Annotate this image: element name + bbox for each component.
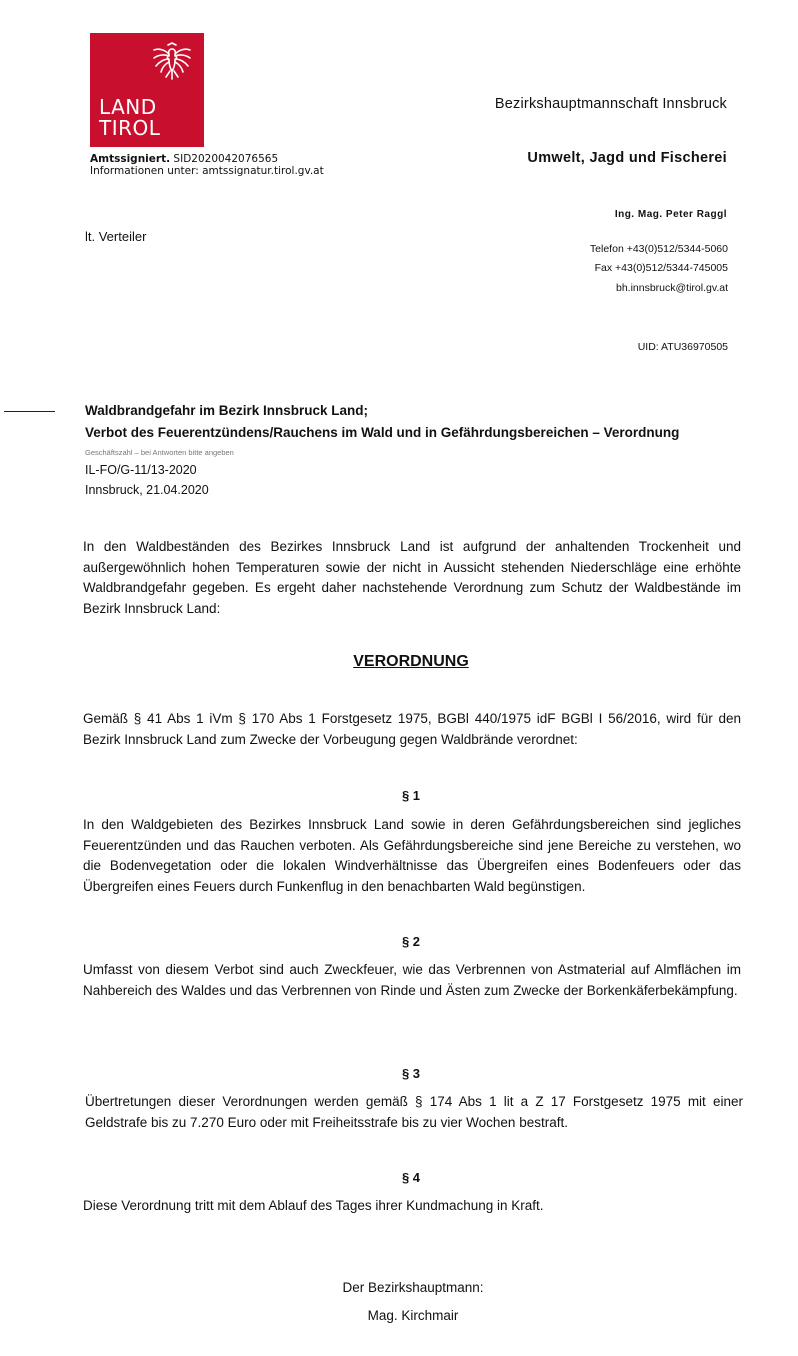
subject-line-2: Verbot des Feuerentzündens/Rauchens im Wald und in Gefährdungsbereichen – Verordnung (85, 425, 680, 440)
section-text: In den Waldgebieten des Bezirkes Innsbruck Land sowie in deren Gefährdungsbereichen sind jegliches Feuerentzünden und das Rauchen verboten. Als Gefährdungsbereiche sind jene Bereiche zu verstehen, wo die Bodenvegetation oder die lokalen Windverhältnisse das Übergreifen eines Bodenfeuers oder das Übergreifen eines Feuers durch Funkenflug in den benachbarten Wald begünstigen. (83, 817, 741, 894)
signature-label: Amtssigniert. (90, 153, 171, 165)
signature-line (90, 153, 278, 165)
section-text: Diese Verordnung tritt mit dem Ablauf des Tages ihrer Kundmachung in Kraft. (83, 1198, 544, 1213)
subject-line-1: Waldbrandgefahr im Bezirk Innsbruck Land; (85, 403, 369, 418)
email-address[interactable]: bh.innsbruck@tirol.gv.at (615, 282, 728, 294)
signatory-title: Der Bezirkshauptmann: (342, 1280, 484, 1295)
section-title: § 3 (401, 1066, 421, 1081)
recipient: lt. Verteiler (85, 229, 147, 244)
section-title: § 1 (401, 788, 421, 803)
phone-number: Telefon +43(0)512/5344-5060 (589, 243, 728, 255)
contact-person: Ing. Mag. Peter Raggl (614, 209, 727, 220)
signatory-name: Mag. Kirchmair (367, 1308, 459, 1323)
section-text: Umfasst von diesem Verbot sind auch Zweckfeuer, wie das Verbrennen von Astmaterial auf Almflächen im Nahbereich des Waldes und das Verbrennen von Rinde und Ästen zum Zwecke der Borkenkäferbekämpfung. (83, 962, 741, 998)
land-tirol-logo (90, 33, 204, 147)
fax-number: Fax +43(0)512/5344-745005 (594, 262, 728, 274)
section-text: Übertretungen dieser Verordnungen werden gemäß § 174 Abs 1 lit a Z 17 Forstgesetz 1975 mit einer Geldstrafe bis zu 7.270 Euro oder mit Freiheitsstrafe bis zu vier Wochen bestraft. (85, 1094, 743, 1130)
logo-text-land: LAND (99, 95, 157, 119)
reference-number: IL-FO/G-11/13-2020 (85, 463, 197, 477)
tirol-eagle-icon (148, 41, 196, 89)
reference-note: Geschäftszahl – bei Antworten bitte angeben (85, 448, 234, 457)
signature-info: Informationen unter: amtssignatur.tirol.gv.at (90, 165, 324, 177)
place-date: Innsbruck, 21.04.2020 (85, 483, 209, 497)
legal-basis-paragraph: Gemäß § 41 Abs 1 iVm § 170 Abs 1 Forstgesetz 1975, BGBl 440/1975 idF BGBl I 56/2016, wird für den Bezirk Innsbruck Land zum Zwecke der Vorbeugung gegen Waldbrände verordnet: (83, 711, 741, 747)
uid-number: UID: ATU36970505 (637, 341, 728, 353)
signature-sid: SID2020042076565 (170, 153, 279, 165)
fold-mark (4, 411, 55, 412)
section-title: § 2 (401, 934, 421, 949)
office-name: Bezirkshauptmannschaft Innsbruck (494, 96, 727, 112)
logo-text-tirol: TIROL (99, 116, 161, 140)
section-title: § 4 (401, 1170, 421, 1185)
document-heading: VERORDNUNG (353, 653, 469, 670)
department-name: Umwelt, Jagd und Fischerei (527, 150, 727, 166)
intro-paragraph: In den Waldbeständen des Bezirkes Innsbruck Land ist aufgrund der anhaltenden Trockenheit und außergewöhnlich hohen Temperaturen sowie der nicht in Aussicht stehenden Niederschläge eine erhöhte Waldbrandgefahr gegeben. Es ergeht daher nachstehende Verordnung zum Schutz der Waldbestände im Bezirk Innsbruck Land: (83, 539, 741, 616)
